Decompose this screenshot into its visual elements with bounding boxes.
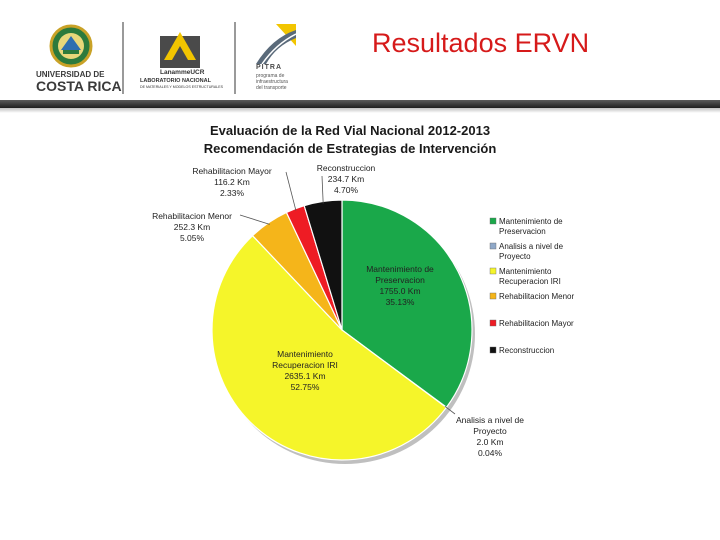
data-label-line: Recuperacion IRI [272,360,338,370]
data-label-line: 2.33% [219,188,245,198]
pitra-logo-line1: PITRA [256,64,282,71]
data-label-line: 1755.0 Km [379,286,421,296]
data-label-line: 2635.1 Km [284,371,326,381]
data-label-line: Rehabilitacion Mayor [192,166,272,176]
lanamme-logo-line2: LABORATORIO NACIONAL [140,78,211,84]
leader-line [322,176,323,203]
lanamme-logo-line3: DE MATERIALES Y MODELOS ESTRUCTURALES [140,85,224,89]
ucr-logo-line1: UNIVERSIDAD DE [36,70,105,79]
legend-entry [499,267,561,286]
data-label-line: Preservacion [375,275,425,285]
ucr-logo-line2: COSTA RICA [36,78,122,94]
pitra-logo-line3: infraestructura [256,79,288,85]
legend-entry-line: Mantenimiento [499,267,552,276]
data-label-line: Mantenimiento [277,349,333,359]
legend-entry-line: Preservacion [499,227,546,236]
data-label [192,166,272,198]
legend-entry [499,346,554,355]
legend-swatch [490,218,496,224]
data-label [456,415,524,458]
legend-entry-line: Reconstruccion [499,346,555,355]
data-label-line: 116.2 Km [214,177,250,187]
data-label-line: 234.7 Km [327,174,365,184]
legend-entry-line: Rehabilitacion Menor [499,292,575,301]
data-label-line: Rehabilitacion Menor [152,211,232,221]
data-label-line: 2.0 Km [476,437,504,447]
data-label-line: Mantenimiento de [366,264,434,274]
data-label [317,163,376,195]
leader-line [240,215,270,224]
legend-entry-line: Analisis a nivel de [499,242,564,251]
data-label-line: Reconstruccion [316,163,376,173]
data-label-line: 52.75% [290,382,320,392]
data-label [152,211,232,243]
legend-entry-line: Recuperacion IRI [499,277,561,286]
data-label-line: Analisis a nivel de [455,415,525,425]
legend-swatch [490,320,496,326]
legend-swatch [490,293,496,299]
data-label-line: Proyecto [473,426,507,436]
chart-subtitle: Recomendación de Estrategias de Intervención [203,141,497,156]
chart-title: Evaluación de la Red Vial Nacional 2012-2013 [209,123,491,138]
legend-entry-line: Rehabilitacion Mayor [499,319,574,328]
data-label-line: 5.05% [179,233,205,243]
legend-entry-line: Mantenimiento de [499,217,563,226]
legend-swatch [490,347,496,353]
legend-entry [499,217,563,236]
data-label-line: 4.70% [333,185,359,195]
data-label-line: 252.3 Km [173,222,211,232]
legend-swatch [490,268,496,274]
data-label-line: 0.04% [477,448,503,458]
data-label-line: 35.13% [385,297,415,307]
lanamme-logo-line1: LanammeUCR [160,69,205,76]
legend-entry [499,292,574,301]
legend-entry [499,242,564,261]
legend-swatch [490,243,496,249]
pitra-logo-line4: del transporte [256,85,287,91]
slide-title: Resultados ERVN [372,28,590,58]
leader-line [286,172,296,211]
legend-entry-line: Proyecto [499,252,531,261]
pitra-logo-line2: programa de [256,73,285,79]
legend-entry [499,319,574,328]
